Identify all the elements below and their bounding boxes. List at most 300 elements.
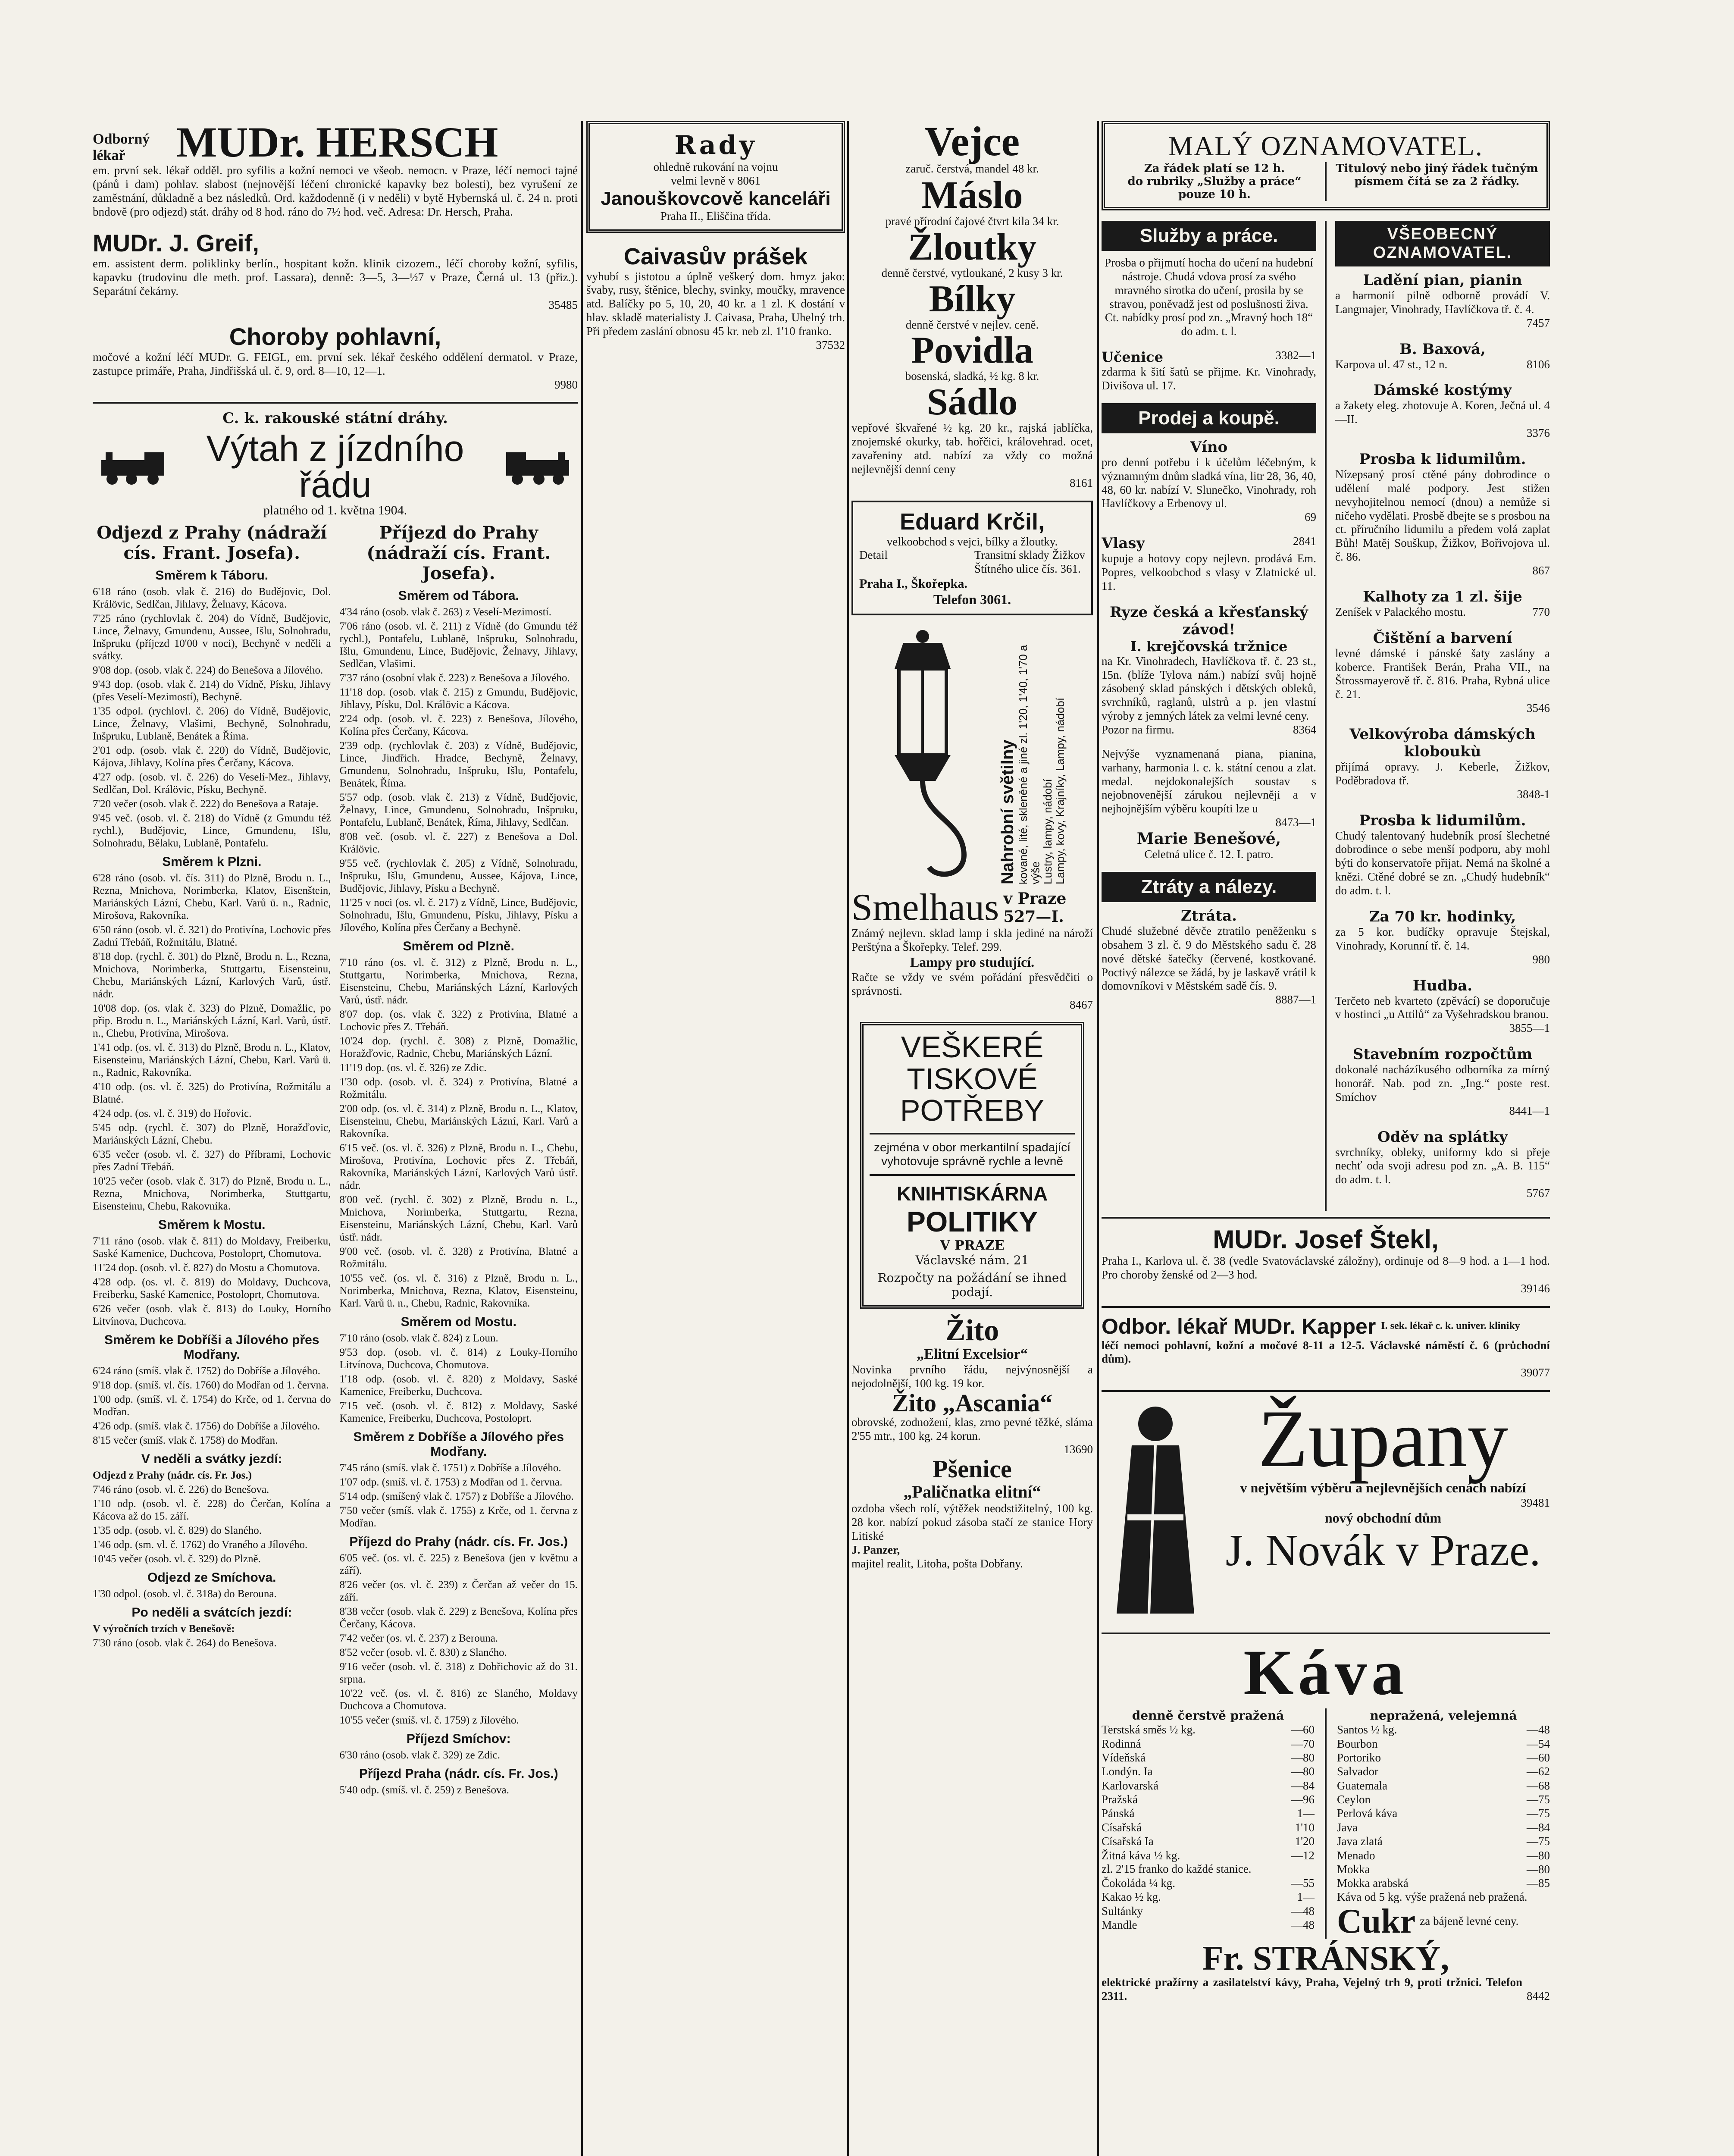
- price-value: 1'10: [1295, 1821, 1315, 1834]
- train-entry: 10'25 večer (osob. vlak č. 317) do Plzně, Brodu n. L., Rezna, Mnichova, Norimberka, Stuttgartu, Eisensteinu, Chebu, Rakovníka.: [93, 1175, 331, 1212]
- section-heading: Příjezd Praha (nádr. cís. Fr. Jos.): [359, 1766, 558, 1781]
- ad-heading: Víno: [1190, 438, 1228, 456]
- train-entry: 10'45 večer (osob. vl. č. 329) do Plzně.: [93, 1553, 261, 1565]
- train-entry: 9'43 dop. (osob. vlak č. 214) do Vídně, Písku, Jihlavy (přes Veselí-Mezimostí), Bechyně.: [93, 678, 331, 703]
- ad-heading: Žito: [945, 1313, 999, 1347]
- price-item: Bourbon: [1337, 1737, 1378, 1750]
- train-entry: 11'24 dop. (osob. vl. č. 827) do Mostu a Chomutova.: [93, 1262, 320, 1274]
- price-list-raw: [1337, 1708, 1550, 1939]
- price-value: —48: [1291, 1904, 1315, 1918]
- ad-firm: POLITIKY: [906, 1205, 1038, 1238]
- classifieds-right: [1335, 221, 1550, 1211]
- ad-text: zejména v obor merkantilní spadající vyhotovuje správně rychle a levně: [874, 1140, 1070, 1168]
- ad-smelhaus: [851, 626, 1093, 1012]
- price-row: [1102, 1834, 1315, 1848]
- ad-number: 69: [1305, 511, 1316, 524]
- ad-number: 980: [1532, 953, 1550, 966]
- column-4: [1102, 121, 1550, 2156]
- price-value: —85: [1527, 1877, 1550, 1890]
- train-entry: 8'26 večer (os. vl. č. 239) z Čerčan až večer do 15. září.: [339, 1579, 578, 1603]
- ad-number: 3382—1: [1275, 349, 1316, 362]
- price-item: Ceylon: [1337, 1793, 1371, 1806]
- price-value: —80: [1291, 1751, 1315, 1764]
- ad-text: Chudé služebné děvče ztratilo peněženku s obsahem 3 zl. č. 9 do Městského sadu č. 28 nové dětské šatečky (červené, kostkované. Poctivý nálezce se žádá, by je laskavě vrátil k domovníkovi v Městském sadě čís. 9.: [1102, 924, 1316, 993]
- ad-text: Nejvýše vyznamenaná piana, pianina, varhany, harmonia I. c. k. státní cenou a zlat. medal. nejdokonalejších soustav s nejobnovenější zárukou nejlevněji a v nejhojnějším výběru koupíti lze u: [1102, 747, 1316, 815]
- price-item: Londýn. Ia: [1102, 1765, 1153, 1778]
- ad-heading: Dámské kostýmy: [1373, 382, 1512, 399]
- ad-text: kupuje a hotovy copy nejlevn. prodává Em. Popres, velkoobchod s vlasy v Zlatnické ul. 11.: [1102, 552, 1316, 592]
- ad-text: obrovské, zodnožení, klas, zrno pevné těžké, sláma 2'55 mtr., 100 kg. 24 korun.: [851, 1415, 1093, 1442]
- ad-heading: Vejce: [924, 121, 1020, 164]
- ad-number: 9980: [554, 378, 578, 391]
- section-heading: Po neděli a svátcích jezdí:: [131, 1605, 292, 1620]
- ad-subheading: nový obchodní dům: [1324, 1510, 1442, 1526]
- ad-subheading: „Paličnatka elitní“: [903, 1482, 1041, 1502]
- ad-text: na Kr. Vinohradech, Havlíčkova tř. č. 23 st., 15n. (blíže Tylova nám.) nabízí svůj hojně zásobený sklad pánských i dětských obleků, svrchníků, raglanů, ulstrů a p. jen vlastní výroby z jemných látek za velmi levné ceny.: [1102, 654, 1316, 723]
- ad-address: v Praze 527—I.: [1003, 890, 1067, 926]
- ad-text: a žakety eleg. zhotovuje A. Koren, Ječná ul. 4—II.: [1335, 399, 1550, 426]
- ad-text: em. první sek. lékař odděl. pro syfilis a kožní nemoci ve všeob. nemocn. v Praze, léčí nemoci tajné (pánů i dam) pohlav. slabost (nejnovější léčení chronické kapavky bez bolesti), bez vyrušení ze zaměstnání, důkladně a bez následků. Ord. každodenně (i v neděli) v bytě Hybernská ul. č. 24 n. proti bndově (pro odjezd) stát. dráhy od 8 hod. ráno do 7½ hod. več. Adresa: Dr. Hersch, Praha.: [93, 164, 578, 218]
- train-entry: 4'26 odp. (smíš. vlak č. 1756) do Dobříše a Jílového.: [93, 1420, 320, 1432]
- price-value: —54: [1527, 1737, 1550, 1750]
- price-item: Kakao ½ kg.: [1102, 1890, 1161, 1904]
- rate-text: Za řádek platí se 12 h.: [1144, 162, 1285, 175]
- ad-text: Transitní sklady Žižkov Štítného ulice čís. 361.: [974, 548, 1086, 576]
- price-item: Mokka: [1337, 1863, 1370, 1876]
- ad-text: elektrické pražírny a zasilatelství kávy, Praha, Vejelný trh 9, proti tržnici. Telefon 2311.: [1102, 1975, 1522, 2002]
- price-item: Menado: [1337, 1849, 1375, 1862]
- rubric-vseobecny: VŠEOBECNÝ OZNAMOVATEL.: [1335, 221, 1550, 266]
- ad-text: velmi levně v: [671, 174, 735, 187]
- column-rule: [1097, 121, 1099, 2156]
- section-heading: Směrem od Tábora.: [398, 588, 519, 603]
- section-heading: Směrem ke Dobříši a Jílového přes Modřany.: [104, 1332, 319, 1362]
- ad-number: 3546: [1527, 702, 1550, 715]
- ad-heading: TISKOVÉ: [907, 1062, 1038, 1096]
- ad-text: Terčeto neb kvarteto (zpěvácí) se doporučuje v hostinci „u Attilů“ za Vyšehradskou branou.: [1335, 994, 1550, 1021]
- ad-heading: Učenice: [1102, 349, 1164, 366]
- ad-heading: Župany: [1258, 1394, 1509, 1485]
- price-row: [1337, 1751, 1550, 1764]
- train-entry: 10'55 večer (smíš. vl. č. 1759) z Jílového.: [339, 1714, 519, 1726]
- locomotive-icon: [93, 447, 170, 486]
- price-row: [1102, 1849, 1315, 1862]
- rate-text: Titulový nebo jiný řádek tučným písmem čítá se za 2 řádky.: [1336, 162, 1538, 188]
- train-entry: 10'08 dop. (os. vlak č. 323) do Plzně, Domažlic, po přip. Brodu n. L., Mariánských Lázní, Karl. Varů, ústř. n., Chebu, Protivína, Mirošova.: [93, 1002, 331, 1039]
- price-row: [1102, 1792, 1315, 1806]
- train-entry: 1'18 odp. (osob. vl. č. 820) z Moldavy, Saské Kamenice, Freiberku, Duchcova.: [339, 1373, 578, 1398]
- price-row: [1337, 1779, 1550, 1792]
- ad-heading: Marie Benešové,: [1136, 830, 1281, 848]
- price-row: [1102, 1764, 1315, 1778]
- ad-subheading: „Elitní Excelsior“: [917, 1346, 1028, 1362]
- ad-text: za 5 kor. budíčky opravuje Štejskal, Vinohrady, Korunní tř. č. 14.: [1335, 925, 1550, 952]
- ad-text: Známý nejlevn. sklad lamp i skla jediné na nároží Perštýna a Škořepky. Telef. 299.: [851, 927, 1093, 954]
- ad-address: Václavské nám. 21: [915, 1253, 1029, 1267]
- ad-heading: VEŠKERÉ: [901, 1030, 1044, 1064]
- train-entry: 7'42 večer (os. vl. č. 237) z Berouna.: [339, 1632, 498, 1644]
- ad-text: vepřové škvařené ½ kg. 20 kr., rajská jablíčka, znojemské okurky, tab. hořčici, královehrad. ocet, zavařeniny atd. nabízí za vždy co možná nejlevnější denní ceny: [851, 421, 1093, 476]
- price-row: [1102, 1821, 1315, 1834]
- locomotive-icon: [500, 447, 578, 486]
- train-entry: 9'53 dop. (osob. vl. č. 814) z Louky-Horního Litvínova, Duchcova, Chomutova.: [339, 1346, 578, 1371]
- train-entry: 8'07 dop. (os. vlak č. 322) z Protivína, Blatné a Lochovic přes Z. Třebáň.: [339, 1008, 578, 1033]
- price-item: Čokoláda ¼ kg.: [1102, 1876, 1175, 1890]
- train-entry: 11'25 v noci (os. vl. č. 217) z Vídně, Lince, Budějovic, Solnohradu, Išlu, Gmundenu, Písku, Jihlavy, Písku a Jílového, Kolína přes Čerčany a Bechyně.: [339, 896, 578, 934]
- ad-number: 3855—1: [1509, 1022, 1550, 1035]
- man-in-robe-illustration: [1102, 1398, 1209, 1622]
- ad-number: 8106: [1527, 357, 1550, 371]
- train-entry: 7'10 ráno (osob. vlak č. 824) z Loun.: [339, 1332, 498, 1344]
- ad-number: 8467: [1070, 998, 1093, 1011]
- price-item: Císařská Ia: [1102, 1835, 1154, 1848]
- price-value: —48: [1527, 1723, 1550, 1736]
- ad-heading: Ztráta.: [1180, 907, 1237, 924]
- ad-text: Račte se vždy ve svém pořádání přesvědčiti o správnosti.: [851, 970, 1093, 997]
- price-item: Žitná káva ½ kg.: [1102, 1849, 1180, 1862]
- price-value: —12: [1291, 1849, 1315, 1862]
- price-item: Císařská: [1102, 1821, 1142, 1834]
- price-row: [1102, 1723, 1315, 1736]
- price-list-heading: denně čerstvě pražená: [1132, 1708, 1284, 1723]
- ad-heading: Rady: [674, 130, 757, 160]
- train-entry: 2'24 odp. (osob. vl. č. 223) z Benešova, Jílového, Kolína přes Čerčany, Kácova.: [339, 713, 578, 737]
- train-entry: 4'10 odp. (os. vl. č. 325) do Protivína, Rožmitálu a Blatné.: [93, 1081, 331, 1105]
- train-entry: 10'22 več. (os. vl. č. 816) ze Slaného, Moldavy Duchcova a Chomutova.: [339, 1687, 578, 1712]
- ad-number: 2841: [1293, 535, 1316, 548]
- ad-text: Novinka prvního řádu, nejvýnosnější a nejodolnější, 100 kg. 19 kor.: [851, 1363, 1093, 1390]
- train-entry: 7'45 ráno (smíš. vlak č. 1751) z Dobříše a Jílového.: [339, 1462, 561, 1474]
- section-heading: Směrem od Plzně.: [403, 939, 514, 953]
- ad-text: Detail: [859, 548, 888, 562]
- price-value: —70: [1291, 1737, 1315, 1750]
- ad-text: Lampy, kovy, Krajníky, Lampy, nádobí: [1053, 698, 1067, 885]
- ad-text: levné dámské i pánské šaty zaslány a koberce. František Berán, Praha VII., na Štrossmayerově tř. č. 816. Praha, Rybná ulice č. 21.: [1335, 646, 1550, 701]
- ad-number: 8887—1: [1275, 993, 1316, 1006]
- price-row: [1337, 1737, 1550, 1751]
- ad-heading: Odbor. lékař MUDr. Kapper: [1102, 1314, 1376, 1338]
- ad-feigl: [93, 323, 578, 392]
- train-entry: 7'25 ráno (rychlovlak č. 204) do Vídně, Budějovic, Lince, Želnavy, Gmundenu, Aussee, Išlu, Solnohradu, Inšpruku (příjezd 10'00 v noci), Bechyně v neděli a svátky.: [93, 612, 331, 662]
- ad-number: 3376: [1527, 426, 1550, 440]
- train-entry: 7'10 ráno (os. vl. č. 312) z Plzně, Brodu n. L., Stuttgartu, Norimberka, Mnichova, Rezna, Eisensteinu, Chebu, Mariánských Lázní, Karlových Varů, ústř. nádr.: [339, 956, 578, 1006]
- price-item: Pražská: [1102, 1793, 1138, 1806]
- ad-heading: Žloutky: [908, 226, 1037, 268]
- section-heading: Odjezd ze Smíchova.: [147, 1570, 276, 1585]
- ad-text: přijímá opravy. J. Keberle, Žižkov, Poděbradova tř.: [1335, 760, 1550, 787]
- ad-heading: Čištění a barvení: [1373, 629, 1512, 647]
- train-entry: 8'52 večer (osob. vl. č. 830) z Slaného.: [339, 1646, 507, 1658]
- rate-text: do rubriky „Služby a práce“ pouze 10 h.: [1127, 175, 1302, 201]
- price-value: —68: [1527, 1779, 1550, 1792]
- ad-text: léčí nemoci pohlavní, kožní a močové 8-11 a 12-5. Václavské náměstí č. 6 (průchodní dům).: [1102, 1338, 1550, 1366]
- ad-text: Káva od 5 kg. výše pražená neb pražená.: [1337, 1890, 1527, 1903]
- price-row: [1102, 1904, 1315, 1918]
- ad-tisk: [860, 1022, 1084, 1309]
- ad-text: em. assistent derm. poliklinky berlín., hospitant kožn. klinik cizozem., léčí choroby kožní, syfilis, kapavku (trudovinu dle meth. prof. Lassara), denně: 3—5, 3—½7 v Praze, Černá ul. 13 (přiz.). Separátní čekárny.: [93, 257, 578, 298]
- price-value: 1—: [1297, 1807, 1315, 1820]
- train-entry: 1'07 odp. (smíš. vl. č. 1753) z Modřan od 1. června.: [339, 1476, 563, 1488]
- lamp-icon: [851, 626, 994, 884]
- classifieds-header: [1102, 121, 1550, 210]
- train-entry: 1'30 odpol. (osob. vl. č. 318a) do Berouna.: [93, 1588, 277, 1600]
- ad-address: Praha II., Eliščina třída.: [660, 209, 771, 222]
- column-rule: [581, 121, 583, 2156]
- train-entry: 6'24 ráno (smíš. vlak č. 1752) do Dobříše a Jílového.: [93, 1365, 321, 1377]
- ad-text: pro denní potřebu i k účelům léčebným, k významným dnům sladká vína, litr 28, 36, 40, 48, 60 kr. nabízí V. Slunečko, Vinohrady, roh Havlíčkovy a Erbenovy ul.: [1102, 455, 1316, 510]
- ad-address: Praha I., Škořepka.: [859, 577, 967, 591]
- ad-heading: Kalhoty za 1 zl. šije: [1363, 588, 1522, 605]
- ad-heading: Za 70 kr. hodinky,: [1369, 908, 1516, 925]
- ad-text: ohledně rukování na vojnu: [653, 160, 778, 173]
- rubric-ztraty: Ztráty a nálezy.: [1102, 872, 1316, 902]
- ad-heading: Povidla: [911, 329, 1033, 372]
- train-entry: 7'06 ráno (osob. vl. č. 211) z Vídně (do Gmundu též rychl.), Pontafelu, Lublaně, Inšpruku, Solnohradu, Išlu, Gmundenu, Lince, Budějovic, Želnavy, Jihlavy, Sedlčan, Vlašimi.: [339, 620, 578, 670]
- ad-heading: Caivasův prášek: [623, 243, 808, 270]
- ad-groceries: [851, 121, 1093, 490]
- train-entry: 6'35 večer (osob. vl. č. 327) do Příbrami, Lochovic přes Zadní Třebáň.: [93, 1148, 331, 1173]
- rubric-prodej: Prodej a koupě.: [1102, 403, 1316, 433]
- train-entry: 9'18 dop. (smíš. vl. čís. 1760) do Modřan od 1. června.: [93, 1379, 329, 1391]
- ad-firm: J. Panzer,: [851, 1543, 900, 1557]
- price-value: —55: [1291, 1876, 1315, 1890]
- ad-firm: Smelhaus: [851, 887, 999, 929]
- ad-text: Lustry, lampy, nádobí: [1041, 779, 1055, 885]
- ad-text: za bájeně levné ceny.: [1420, 1914, 1519, 1927]
- train-entry: 1'10 odp. (osob. vl. č. 228) do Čerčan, Kolína a Kácova až do 15. září.: [93, 1498, 331, 1522]
- ad-text: zl. 2'15 franko do každé stanice.: [1102, 1862, 1252, 1876]
- section-heading: Směrem k Plzni.: [162, 854, 262, 869]
- ad-heading: POTŘEBY: [900, 1094, 1045, 1128]
- price-value: —84: [1291, 1779, 1315, 1792]
- ad-number: 8473—1: [1275, 816, 1316, 829]
- ad-heading: MUDr. J. Greif,: [93, 229, 259, 257]
- price-row: [1102, 1806, 1315, 1820]
- ad-text: Nízepsaný prosí ctěné pány dobrodince o udělení malé podpory. Jest stižen nevyhojitelnou nemocí (dnou) a nemůže si ničeho vydělati. Prosbě dbejte se s prosbou na ct. příručního lidumilu a předem volá zaplat Bůh! Matěj Souškup, Žižkov, Bořivojova ul. č. 86.: [1335, 468, 1550, 564]
- section-heading: Směrem k Mostu.: [158, 1217, 266, 1232]
- ad-firm: Fr. STRÁNSKÝ,: [1202, 1939, 1449, 1977]
- ad-caivas: [586, 243, 845, 352]
- ad-heading: Máslo: [921, 173, 1023, 216]
- price-row: [1337, 1876, 1550, 1890]
- ad-address: V PRAZE: [940, 1238, 1005, 1253]
- train-entry: 1'35 odpol. (rychlovl. č. 206) do Vídně, Budějovic, Lince, Želnavy, Vlašimi, Bechyně, Solnohradu, Inšpruku, Lublaně, Benátek a Říma.: [93, 705, 331, 742]
- train-entry: 6'26 večer (osob. vlak č. 813) do Louky, Horního Litvínova, Duchcova.: [93, 1303, 331, 1327]
- train-entry: 7'37 ráno (osobní vlak č. 223) z Benešova a Jílového.: [339, 672, 570, 684]
- ad-heading: Eduard Krčil,: [899, 508, 1045, 535]
- ad-number: 8441—1: [1509, 1104, 1550, 1117]
- ad-text: Rozpočty na požádání se ihned podají.: [877, 1270, 1067, 1299]
- ad-firm: KNIHTISKÁRNA: [896, 1182, 1048, 1205]
- ad-number: 39077: [1521, 1366, 1550, 1379]
- price-item: Mandle: [1102, 1918, 1137, 1932]
- ad-heading: Prosba k lidumilům.: [1359, 812, 1526, 829]
- ad-text: v největším výběru a nejlevnějších cenách nabízí: [1240, 1480, 1526, 1496]
- ad-text: močové a kožní léčí MUDr. G. FEIGL, em. první sek. lékař českého oddělení dermatol. v Praze, zastupce primáře, Praha, Jindřišská ul. č. 9, ord. 8—10, 12—1.: [93, 350, 578, 377]
- ad-number: 8061: [737, 174, 761, 187]
- ad-text: Chudý talentovaný hudebník prosí šlechetné dobrodince o sebe menší podporu, aby mohl býti do konservatoře přijat. Nemá na školné a knězi. Ctěné dobré se zn. „Chudý hudebník“ do adm. t. l.: [1335, 829, 1550, 897]
- ad-heading: Stavebním rozpočtům: [1352, 1046, 1533, 1063]
- price-value: —75: [1527, 1807, 1550, 1820]
- section-heading: Směrem k Táboru.: [155, 568, 269, 583]
- arrivals-column: [340, 523, 578, 1798]
- departures-column: [93, 523, 331, 1798]
- ad-address: Karpova ul. 47 st., 12 n.: [1335, 357, 1448, 371]
- train-entry: 6'28 ráno (osob. vl. čís. 311) do Plzně, Brodu n. L., Rezna, Mnichova, Norimberka, Klatov, Eisenštein, Mariánských Lázní, Chebu, Karl. Varů ü. n., Radnic, Mirošova, Rakovníka.: [93, 872, 331, 921]
- train-entry: 5'57 odp. (osob. vlak č. 213) z Vídně, Budějovic, Želnavy, Lince, Gmundenu, Solnohradu, Inšpruku, Pontafelu, Lublaně, Benátek, Říma, Jihlavy, Sedlčan.: [339, 791, 578, 828]
- ad-heading: B. Baxová,: [1399, 340, 1486, 358]
- train-entry: 8'18 dop. (rychl. č. 301) do Plzně, Brodu n. L., Rezna, Mnichova, Norimberka, Stuttgartu, Eisensteinu, Chebu, Mariánských Lázní, Karlových Varů, ústř. nádr.: [93, 950, 331, 1000]
- ad-heading: Nahrobní světilny: [998, 740, 1017, 885]
- price-row: [1102, 1737, 1315, 1751]
- train-entry: 5'40 odp. (smíš. vl. č. 259) z Benešova.: [339, 1784, 509, 1796]
- ad-number: 867: [1532, 564, 1550, 577]
- ad-text: Prosba o přijmutí hocha do učení na hudební nástroje. Chudá vdova prosí za svého mravného sirotka do učení, prosila by se stravou, poněvadž jest od poslušnosti živa. Ct. nabídky prosí pod zn. „Mravný hoch 18“ do adm. t. l.: [1105, 256, 1313, 338]
- ad-stekl: [1102, 1225, 1550, 1296]
- ad-text: majitel realit, Litoha, pošta Dobřany.: [851, 1557, 1023, 1570]
- train-entry: V výročních trzích v Benešově:: [93, 1623, 235, 1635]
- ad-number: 37532: [816, 338, 845, 351]
- ad-heading: Vlasy: [1102, 535, 1145, 552]
- ad-subheading: Lampy pro studující.: [910, 954, 1035, 970]
- train-entry: 4'24 odp. (os. vl. č. 319) do Hořovic.: [93, 1107, 252, 1119]
- column-3: [851, 121, 1093, 2156]
- ad-text: dokonalé nacházíkusého odborníka za mírný honorář. Nab. pod zn. „Ing.“ poste rest. Smíchov: [1335, 1063, 1550, 1103]
- ad-number: 5767: [1527, 1187, 1550, 1200]
- price-item: Santos ½ kg.: [1337, 1723, 1397, 1736]
- ad-text: svrchníky, obleky, uniformy kdo si přeje nechť oda svoji adresu pod zn. „A. B. 115“ do adm. t. l.: [1335, 1145, 1550, 1186]
- ad-number: 39481: [1521, 1496, 1550, 1509]
- price-row: [1102, 1918, 1315, 1932]
- ad-heading: Bílky: [929, 278, 1016, 320]
- ad-heading: Káva: [1243, 1637, 1408, 1709]
- ad-heading: Hudba.: [1412, 977, 1473, 994]
- train-entry: 7'46 ráno (osob. vl. č. 226) do Benešova.: [93, 1483, 269, 1495]
- ad-heading: Cukr: [1337, 1902, 1416, 1940]
- train-entry: 4'27 odp. (osob. vl. č. 226) do Veselí-Mez., Jihlavy, Sedlčan, Dol. Králövic, Písku, Bechyně.: [93, 771, 331, 796]
- section-heading: Směrem od Mostu.: [401, 1314, 516, 1329]
- train-entry: 6'15 več. (os. vl. č. 326) z Plzně, Brodu n. L., Chebu, Mirošova, Protivína, Lochovic přes Z. Třebáň, Rakovníka, Mariánských Lázní, Karlových Varů ústř. nádr.: [339, 1142, 578, 1191]
- section-heading: Směrem z Dobříše a Jílového přes Modřany.: [353, 1429, 564, 1459]
- price-item: Java zlatá: [1337, 1835, 1383, 1848]
- section-title: MALÝ OZNAMOVATEL.: [1168, 131, 1483, 161]
- ad-number: 8364: [1293, 723, 1316, 736]
- ad-text: pravé přírodní čajové čtvrt kila 34 kr.: [885, 214, 1059, 228]
- price-item: Rodinná: [1102, 1737, 1141, 1750]
- price-item: Vídeňská: [1102, 1751, 1146, 1764]
- train-entry: 7'50 večer (smíš. vlak č. 1755) z Krče, od 1. června z Modřan.: [339, 1504, 578, 1529]
- departures-heading: Odjezd z Prahy (nádraží cís. Frant. Josefa).: [97, 522, 327, 563]
- timetable-title: Výtah z jízdního řádu: [206, 428, 464, 505]
- price-item: Karlovarská: [1102, 1779, 1158, 1792]
- price-row: [1102, 1751, 1315, 1764]
- price-row: [1337, 1723, 1550, 1736]
- ad-text: denně čerstvé v nejlev. ceně.: [905, 318, 1039, 331]
- ad-heading: Žito „Ascania“: [892, 1388, 1053, 1417]
- price-item: Perlová káva: [1337, 1807, 1398, 1820]
- price-value: —60: [1527, 1751, 1550, 1764]
- price-list-roasted: [1102, 1708, 1315, 1939]
- train-entry: 2'39 odp. (rychlovlak č. 203) z Vídně, Budějovic, Lince, Jindřich. Hradce, Bechyně, Želnavy, Gmundenu, Solnohradu, Inšpruku, Išlu, Pontafelu, Benátek, Říma.: [339, 740, 578, 789]
- price-value: —80: [1527, 1849, 1550, 1862]
- price-list-heading: nepražená, velejemná: [1370, 1708, 1517, 1723]
- ad-text: bosenská, sladká, ½ kg. 8 kr.: [905, 370, 1039, 383]
- train-entry: 6'18 ráno (osob. vlak č. 216) do Budějovic, Dol. Králövic, Sedlčan, Jihlavy, Želnavy, Kácova.: [93, 586, 331, 610]
- column-rule: [847, 121, 849, 2156]
- price-item: Pánská: [1102, 1807, 1135, 1820]
- train-entry: 11'19 dop. (os. vl. č. 326) ze Zdic.: [339, 1062, 487, 1074]
- ad-firm: Janouškovcově kanceláři: [601, 188, 831, 209]
- ad-rady: [586, 121, 845, 233]
- ad-heading: Ladění pian, pianin: [1363, 272, 1522, 289]
- railway-header: C. k. rakouské státní dráhy.: [222, 410, 448, 427]
- ad-heading: Ryze česká a křesťanský závod!: [1109, 603, 1308, 638]
- price-row: [1102, 1890, 1315, 1904]
- ad-heading: Sádlo: [926, 381, 1018, 423]
- ad-number: 35485: [548, 298, 578, 312]
- train-entry: 9'45 več. (osob. vl. č. 218) do Vídně (z Gmundu též rychl.), Budějovic, Lince, Gmundenu, Išlu, Solnohradu, Bělaku, Lublaně, Pontafelu.: [93, 812, 331, 849]
- price-row: [1102, 1876, 1315, 1890]
- train-entry: 4'28 odp. (os. vl. č. 819) do Moldavy, Duchcova, Freiberku, Saské Kamenice, Postoloprt, Chomutova.: [93, 1276, 331, 1300]
- train-entry: 4'34 ráno (osob. vlak č. 263) z Veselí-Mezimostí.: [339, 606, 551, 618]
- ad-heading: Prosba k lidumilům.: [1359, 451, 1526, 468]
- price-value: —80: [1291, 1765, 1315, 1778]
- ad-kava: [1102, 1637, 1550, 2003]
- rubric-sluzby: Služby a práce.: [1102, 221, 1316, 251]
- train-entry: 2'01 odp. (osob. vlak č. 220) do Vídně, Budějovic, Kájova, Jihlavy, Kolína přes Čerčany, Kácova.: [93, 744, 331, 769]
- timetable: [93, 410, 578, 1798]
- train-entry: 6'05 več. (os. vl. č. 225) z Benešova (jen v květnu a září).: [339, 1552, 578, 1576]
- train-entry: Odjezd z Prahy (nádr. cís. Fr. Jos.): [93, 1469, 252, 1481]
- price-row: [1337, 1862, 1550, 1876]
- ad-subheading: I. sek. lékař c. k. univer. kliniky: [1381, 1320, 1520, 1332]
- ad-number: 770: [1532, 605, 1550, 618]
- ad-number: 39146: [1521, 1282, 1550, 1295]
- ad-text: ozdoba všech rolí, výtěžek neodstižitelný, 100 kg. 28 kor. nabízí pokud zásoba stačí ze stanice Hory Litiské: [851, 1502, 1093, 1543]
- train-entry: 6'30 ráno (osob. vlak č. 329) ze Zdic.: [339, 1749, 500, 1761]
- price-value: —75: [1527, 1835, 1550, 1848]
- ad-text: Praha I., Karlova ul. č. 38 (vedle Svatováclavské záložny), ordinuje od 8—9 hod. a 1—1 hod. Pro choroby ženské od 2—3 hod.: [1102, 1254, 1550, 1281]
- price-value: —62: [1527, 1765, 1550, 1778]
- arrivals-heading: Příjezd do Prahy (nádraží cís. Frant. Josefa).: [366, 522, 551, 583]
- price-item: Mokka arabská: [1337, 1877, 1408, 1890]
- train-entry: 1'30 odp. (osob. vl. č. 324) z Protivína, Blatné a Rožmitálu.: [339, 1076, 578, 1100]
- train-entry: 7'11 ráno (osob. vlak č. 811) do Moldavy, Freiberku, Saské Kamenice, Duchcova, Postoloprt, Chomutova.: [93, 1235, 331, 1260]
- price-value: —84: [1527, 1821, 1550, 1834]
- ad-heading: Velkovýroba dámských kloboukù: [1349, 726, 1536, 761]
- ad-kapper: [1102, 1314, 1550, 1380]
- train-entry: 1'46 odp. (sm. vl. č. 1762) do Vraného a Jílového.: [93, 1539, 308, 1551]
- section-heading: Příjezd do Prahy (nádr. cís. Fr. Jos.): [349, 1534, 568, 1549]
- column-1: [93, 121, 578, 2156]
- ad-text: a harmonií pilně odborně provádí V. Langmajer, Vinohrady, Havlíčkova tř. č. 4.: [1335, 289, 1550, 316]
- train-entry: 7'30 ráno (osob. vlak č. 264) do Benešova.: [93, 1637, 277, 1649]
- train-entry: 5'14 odp. (smíšený vlak č. 1757) z Dobříše a Jílového.: [339, 1490, 574, 1502]
- ad-heading: Choroby pohlavní,: [229, 323, 441, 350]
- ad-number: 3848-1: [1517, 787, 1550, 801]
- ad-number: 7457: [1527, 316, 1550, 329]
- train-entry: 5'45 odp. (rychl. č. 307) do Plzně, Horažďovic, Mariánských Lázní, Chebu.: [93, 1122, 331, 1146]
- classifieds-left: [1102, 221, 1316, 1211]
- price-item: Terstská směs ½ kg.: [1102, 1723, 1196, 1736]
- price-value: —48: [1291, 1918, 1315, 1932]
- train-entry: 9'55 več. (rychlovlak č. 205) z Vídně, Solnohradu, Inšpruku, Išlu, Gmundenu, Aussee, Kájova, Lince, Budějovic, Jihlavy, Písku a Bechyně.: [339, 857, 578, 894]
- ad-text: vyhubí s jistotou a úplně veškerý dom. hmyz jako: švaby, rusy, štěnice, blechy, svinky, moučky, mravence atd. Balíčky po 5, 10, 20, 40 kr. a 1 zl. K dostání v hlav. skladě materialisty J. Caivasa, Praha, Uhelný trh. Při předem zaslání obnosu 45 kr. neb zl. 1'10 franko.: [586, 270, 845, 338]
- ad-heading: Pšenice: [933, 1455, 1012, 1483]
- price-item: Portoriko: [1337, 1751, 1381, 1764]
- ad-heading: MUDr. Josef Štekl,: [1213, 1225, 1439, 1254]
- ad-tag: Odborný lékař: [93, 131, 150, 163]
